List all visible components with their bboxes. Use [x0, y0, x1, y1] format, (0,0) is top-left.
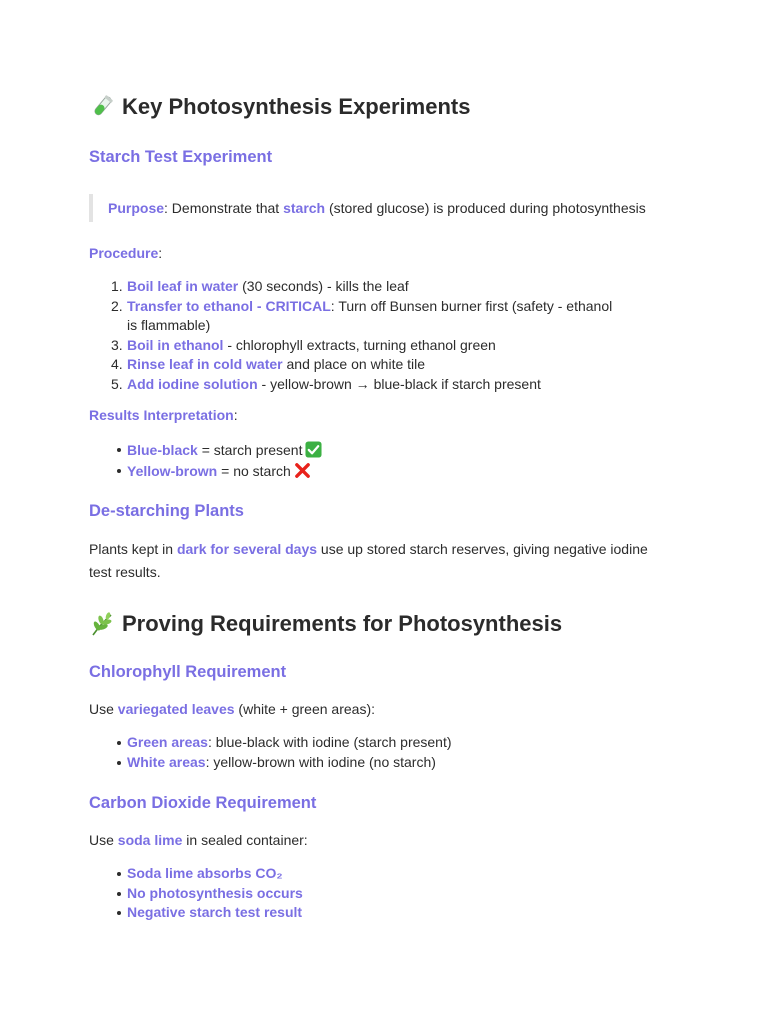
step-text: : Turn off Bunsen burner first (safety - ethanol [330, 297, 613, 314]
destarching-text-b: use up stored starch reserves, giving negative iodine [317, 541, 648, 557]
procedure-step [89, 297, 612, 336]
test-tube-icon [89, 94, 115, 120]
step-text: and place on white tile [282, 356, 426, 372]
co2-intro-b: in sealed container: [182, 832, 308, 848]
result-text: = starch present [197, 442, 303, 458]
bullet [117, 761, 121, 765]
bullet [117, 469, 121, 473]
step-bold: Boil leaf in water [127, 278, 239, 294]
item-bold: No photosynthesis occurs [127, 884, 303, 901]
purpose-text-a: : Demonstrate that [164, 200, 284, 216]
purpose-highlight: starch [283, 200, 326, 216]
bullet [117, 741, 121, 745]
step-text: (30 seconds) - kills the leaf [238, 278, 409, 294]
purpose-label: Purpose [108, 200, 165, 216]
step-text: - yellow-brown → blue-black if starch present [257, 375, 541, 392]
co2-item [89, 884, 303, 904]
purpose-text-b: (stored glucose) is produced during photosynthesis [325, 200, 646, 216]
step-number: 3. [111, 336, 123, 353]
procedure-step [89, 375, 612, 395]
heading-starch-test: Starch Test Experiment [89, 148, 273, 166]
results-list [89, 440, 322, 482]
step-number: 4. [111, 356, 123, 372]
heading-destarching: De-starching Plants [89, 502, 244, 520]
co2-highlight: soda lime [117, 832, 183, 848]
procedure-list [89, 277, 612, 394]
result-bold: Blue-black [127, 442, 198, 458]
section-title-text: Proving Requirements for Photosynthesis [122, 611, 563, 636]
chlorophyll-intro [89, 701, 375, 717]
purpose-blockquote [89, 194, 646, 222]
result-text: = no starch [217, 463, 291, 479]
result-bold: Yellow-brown [127, 463, 218, 479]
co2-list [89, 864, 303, 923]
blockquote-bar [89, 194, 93, 222]
bullet [117, 448, 121, 452]
destarching-paragraph-line2: test results. [89, 564, 161, 580]
item-text: : blue-black with iodine (starch present) [207, 734, 452, 750]
purpose-text [108, 200, 646, 216]
item-text: : yellow-brown with iodine (no starch) [205, 753, 436, 770]
section-title-text: Key Photosynthesis Experiments [122, 94, 471, 119]
item-bold: Soda lime absorbs CO₂ [127, 865, 283, 881]
chlorophyll-list [89, 733, 452, 772]
results-label-line [89, 407, 238, 423]
procedure-step [89, 277, 612, 297]
item-bold: Green areas [127, 734, 208, 750]
step-bold: Rinse leaf in cold water [127, 356, 283, 372]
result-item [89, 461, 322, 482]
procedure-step [89, 336, 612, 356]
bullet [117, 872, 121, 876]
step-bold: Boil in ethanol [127, 336, 224, 353]
step-number: 5. [111, 375, 123, 392]
step-text: - chlorophyll extracts, turning ethanol green [223, 336, 496, 353]
step-bold: Add iodine solution [127, 375, 258, 392]
heading-chlorophyll: Chlorophyll Requirement [89, 663, 287, 681]
chlorophyll-intro-a: Use [89, 701, 118, 717]
bullet [117, 911, 121, 915]
check-mark-icon [305, 441, 322, 458]
procedure-label: Procedure [89, 245, 159, 261]
results-label: Results Interpretation [89, 407, 234, 423]
heading-co2: Carbon Dioxide Requirement [89, 794, 317, 812]
co2-item [89, 864, 303, 884]
procedure-step [89, 355, 612, 375]
section-title-requirements [89, 611, 562, 637]
item-bold: White areas [127, 753, 206, 770]
step-number: 2. [111, 297, 123, 314]
destarching-text-a: Plants kept in [89, 541, 177, 557]
chlorophyll-item [89, 753, 452, 773]
herb-leaf-icon [89, 611, 115, 637]
chlorophyll-highlight: variegated leaves [117, 701, 235, 717]
step-number: 1. [111, 278, 123, 294]
destarching-highlight: dark for several days [176, 541, 318, 557]
co2-intro [89, 832, 308, 848]
item-bold: Negative starch test result [127, 904, 303, 920]
co2-intro-a: Use [89, 832, 118, 848]
results-colon: : [233, 407, 238, 423]
result-item [89, 440, 322, 461]
procedure-label-line [89, 245, 162, 261]
chlorophyll-item [89, 733, 452, 753]
section-title-experiments [89, 94, 470, 120]
step-bold: Transfer to ethanol - CRITICAL [127, 297, 331, 314]
chlorophyll-intro-b: (white + green areas): [234, 701, 376, 717]
destarching-paragraph-line1 [89, 541, 648, 557]
bullet [117, 892, 121, 896]
cross-mark-icon [294, 462, 311, 479]
procedure-colon: : [158, 245, 163, 261]
co2-item [89, 903, 303, 923]
step-text-continued: is flammable) [127, 317, 211, 333]
